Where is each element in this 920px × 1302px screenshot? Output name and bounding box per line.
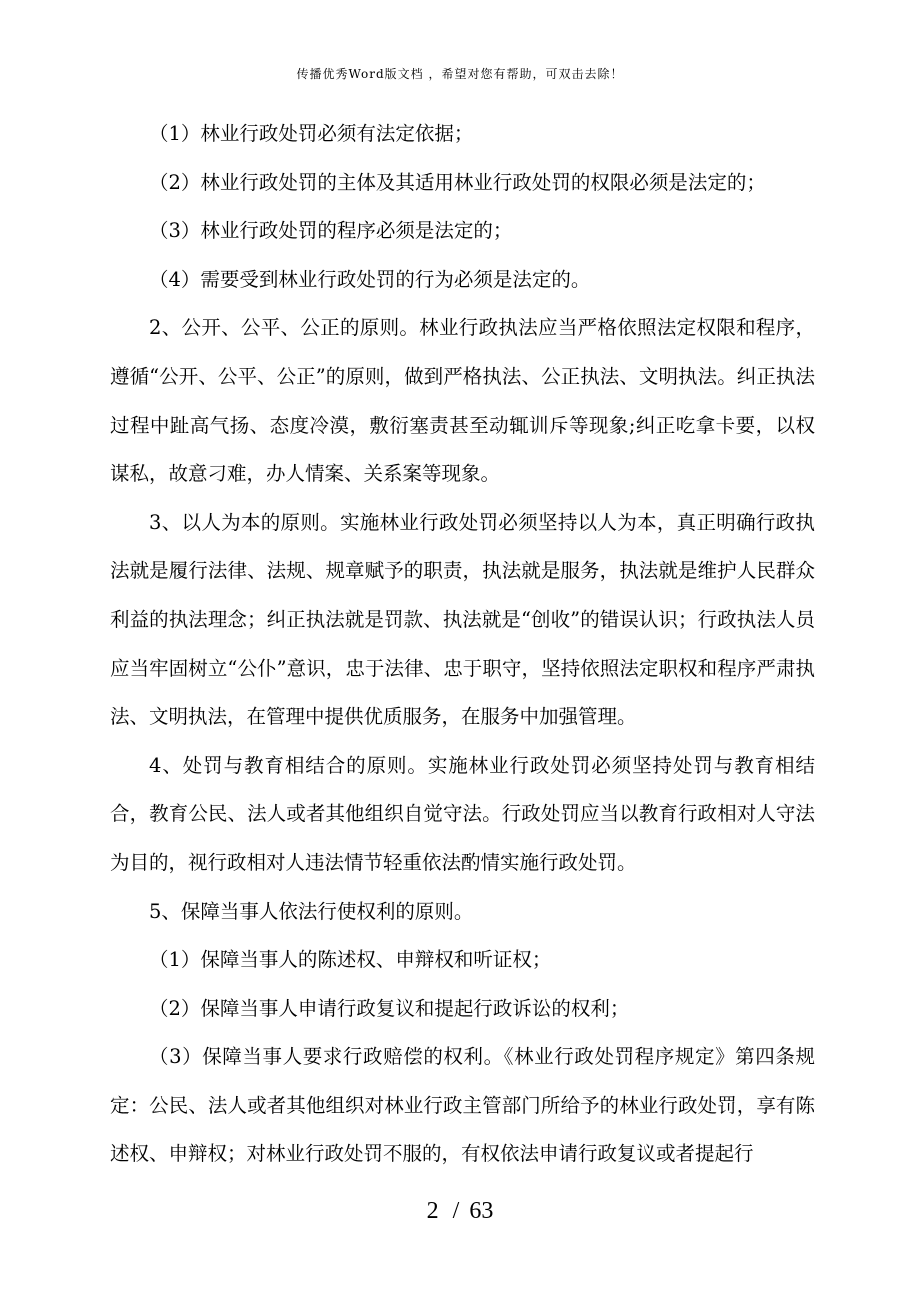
total-pages-number: 63: [469, 1198, 494, 1224]
current-page-number: 2: [426, 1198, 439, 1224]
document-body: [110, 110, 815, 1179]
page-separator: /: [452, 1198, 460, 1224]
paragraph-item-2: （2）林业行政处罚的主体及其适用林业行政处罚的权限必须是法定的；: [149, 170, 766, 194]
paragraph-item-4: （4）需要受到林业行政处罚的行为必须是法定的。: [149, 267, 591, 291]
paragraph-right-1: （1）保障当事人的陈述权、申辩权和听证权；: [149, 948, 552, 972]
page-header: 传播优秀Word版文档 ，希望对您有帮助，可双击去除！: [296, 67, 624, 81]
paragraph-principle-3: 3、以人为本的原则。实施林业行政处罚必须坚持以人为本，真正明确行政执法就是履行法律、法规、规章赋予的职责，执法就是服务，执法就是维护人民群众利益的执法理念；纠正执法就是罚款、执法就是“创收”的错误认识；行政执法人员应当牢固树立“公仆”意识，忠于法律、忠于职守，坚持依照法定职权和程序严肃执法、文明执法，在管理中提供优质服务，在服务中加强管理。: [110, 510, 815, 729]
paragraph-principle-4: 4、处罚与教育相结合的原则。实施林业行政处罚必须坚持处罚与教育相结合，教育公民、法人或者其他组织自觉守法。行政处罚应当以教育行政相对人守法为目的，视行政相对人违法情节轻重依法酌情实施行政处罚。: [110, 753, 815, 874]
paragraph-item-1: （1）林业行政处罚必须有法定依据；: [149, 122, 474, 145]
paragraph-principle-2: 2、公开、公平、公正的原则。林业行政执法应当严格依照法定权限和程序，遵循“公开、公平、公正”的原则，做到严格执法、公正执法、文明执法。纠正执法过程中趾高气扬、态度冷漠，敷衍塞责甚至动辄训斥等现象;纠正吃拿卡要，以权谋私，故意刁难，办人情案、关系案等现象。: [110, 316, 815, 486]
paragraph-principle-5: 5、保障当事人依法行使权利的原则。: [149, 899, 474, 923]
paragraph-right-2: （2）保障当事人申请行政复议和提起行政诉讼的权利；: [149, 996, 630, 1020]
paragraph-item-3: （3）林业行政处罚的程序必须是法定的；: [149, 219, 513, 243]
page-number: [0, 1196, 920, 1226]
paragraph-right-3: （3）保障当事人要求行政赔偿的权利。《林业行政处罚程序规定》第四条规定：公民、法人或者其他组织对林业行政主管部门所给予的林业行政处罚，享有陈述权、申辩权；对林业行政处罚不服的，有权依法申请行政复议或者提起行: [110, 1045, 815, 1166]
